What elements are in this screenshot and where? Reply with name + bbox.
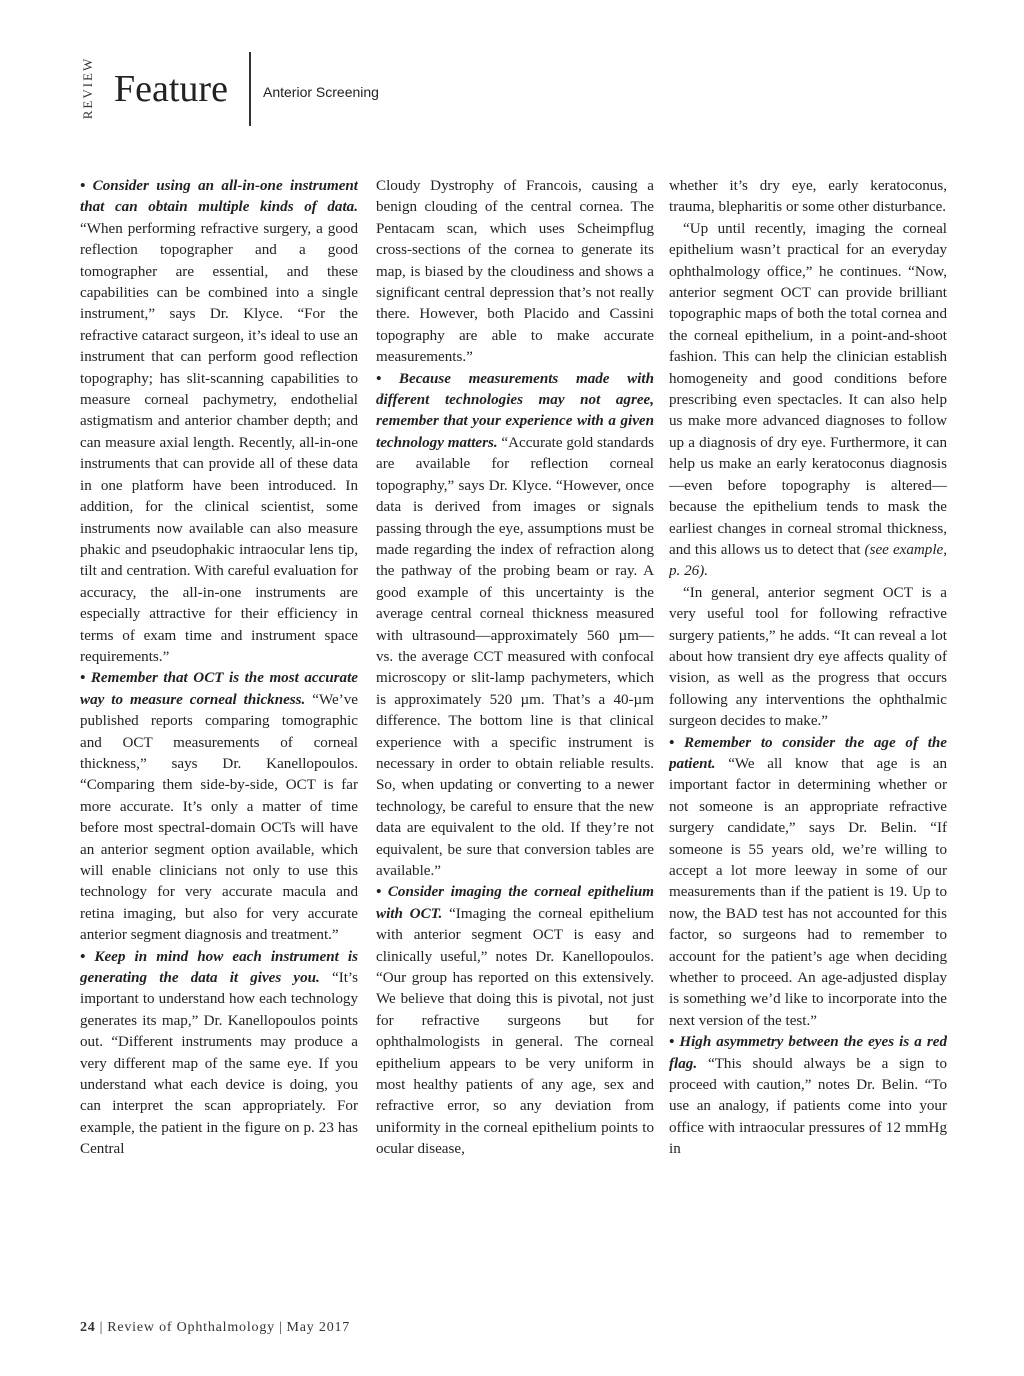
- paragraph-text: “When performing refractive surgery, a good reflection topographer and a good tomographer are essential, and these capabilities can be combined into a single instrument,” says Dr. Klyce. “For the refractive cataract surgeon, it’s ideal to use an instrument that can perform good reflection topography; has slit-scanning capabilities to measure corneal pachymetry, endothelial astigmatism and anterior chamber depth; and can measure axial length. Recently, all-in-one instruments that can provide all of these data in one platform have been introduced. In addition, for the clinical scientist, some instruments now available can also measure phakic and pseudophakic intraocular lens tip, tilt and centration. With careful evaluation for accuracy, the all-in-one instruments are especially attractive for their efficiency in terms of exam time and instrument space requirements.”: [80, 220, 358, 665]
- bullet-lead: • Remember to consider the age of the patient.: [669, 734, 947, 772]
- paragraph-text: “Up until recently, imaging the corneal epithelium wasn’t practical for an everyday ophthalmology office,” he continues. “Now, anterior segment OCT can provide brilliant topographic maps of both the total cornea and the corneal epithelium, in a point-and-shoot fashion. This can help the clinician establish homogeneity and good conditions before prescribing even spectacles. It can also help us make more advanced diagnoses to follow up a diagnosis of dry eye. Furthermore, it can help us make an early keratoconus diagnosis—even before topography is altered—because the epithelium tends to mask the earliest changes in corneal stromal thickness, and this allows us to detect that: [669, 220, 947, 558]
- paragraph-text: “Accurate gold standards are available for reflection corneal topography,” says Dr. Klyce. “However, once data is derived from images or signals passing through the eye, assumptions must be made regarding the index of refraction along the pathway of the probing beam or ray. A good example of this uncertainty is the average central corneal thickness measured with ultrasound—approximately 560 µm—vs. the average CCT measured with confocal microscopy or slit-lamp pachymeters, which is approximately 520 µm. That’s a 40-µm difference. The bottom line is that clinical experience with a specific instrument is necessary in order to obtain reliable results. So, when updating or converting to a newer technology, be careful to ensure that the new data are equivalent to the old. If they’re not equivalent, be sure that conversion tables are available.”: [376, 434, 654, 879]
- section-label: Anterior Screening: [263, 84, 379, 100]
- paragraph-text: “Imaging the corneal epithelium with anterior segment OCT is easy and clinically useful,” notes Dr. Kanellopoulos. “Our group has reported on this extensively. We believe that doing this is pivotal, not just for refractive surgeons but for ophthalmologists in general. The corneal epithelium appears to be very uniform in most healthy patients of any age, sex and refractive error, so any deviation from uniformity in the corneal epithelium points to ocular disease,: [376, 905, 654, 1158]
- bullet-lead: • Because measurements made with different technologies may not agree, remember that your experience with a given technology matters.: [376, 370, 654, 451]
- footer-separator: |: [99, 1320, 104, 1335]
- paragraph: [80, 947, 358, 1161]
- issue-date: May 2017: [286, 1320, 351, 1335]
- text-column-2: [376, 176, 654, 1291]
- paragraph: [669, 219, 947, 583]
- paragraph-text: “In general, anterior segment OCT is a very useful tool for following refractive surgery patients,” he adds. “It can reveal a lot about how transient dry eye affects quality of vision, as well as the progress that occurs following any interventions the ophthalmic surgeon decides to make.”: [669, 584, 947, 730]
- bullet-lead: • Remember that OCT is the most accurate way to measure corneal thickness.: [80, 670, 358, 708]
- bullet-lead: • Keep in mind how each instrument is generating the data it gives you.: [80, 948, 358, 987]
- paragraph-text: “It’s important to understand how each technology generates its map,” Dr. Kanellopoulos points out. “Different instruments may produce a very different map of the same eye. If you understand what each device is doing, you can interpret the scan appropriately. For example, the patient in the figure on p. 23 has Central: [80, 970, 358, 1158]
- paragraph-text: whether it’s dry eye, early keratoconus, trauma, blepharitis or some other disturbance.: [669, 178, 947, 216]
- paragraph: [669, 176, 947, 219]
- page-header: [80, 44, 500, 126]
- header-divider: [249, 52, 251, 126]
- paragraph-text: “This should always be a sign to proceed with caution,” notes Dr. Belin. “To use an analogy, if patients come into your office with intraocular pressures of 12 mmHg in: [669, 1055, 947, 1158]
- footer-separator: |: [278, 1320, 283, 1335]
- page-number: 24: [80, 1320, 96, 1335]
- paragraph: [376, 369, 654, 883]
- bullet-lead: • Consider imaging the corneal epithelium with OCT.: [376, 884, 654, 922]
- magazine-tag: REVIEW: [80, 56, 95, 120]
- page-footer: [80, 1320, 350, 1336]
- paragraph: [376, 882, 654, 1160]
- paragraph: [669, 1032, 947, 1160]
- paragraph: [80, 176, 358, 668]
- paragraph-text: Cloudy Dystrophy of Francois, causing a benign clouding of the central cornea. The Pentacam scan, which uses Scheimpflug cross-sections of the cornea to generate its map, is biased by the cloudiness and shows a significant central depression that’s not really there. However, both Placido and Cassini topography are able to make accurate measurements.”: [376, 178, 654, 366]
- paragraph: [376, 176, 654, 369]
- text-column-3: [669, 176, 947, 1291]
- paragraph: [80, 668, 358, 946]
- text-column-1: [80, 176, 358, 1291]
- magazine-tag-vertical: [78, 50, 98, 126]
- bullet-lead: • High asymmetry between the eyes is a red flag.: [669, 1034, 947, 1072]
- feature-title: Feature: [114, 68, 228, 110]
- bullet-lead: • Consider using an all-in-one instrument that can obtain multiple kinds of data.: [80, 178, 358, 216]
- publication-name: Review of Ophthalmology: [107, 1320, 275, 1335]
- paragraph-text: “We all know that age is an important factor in determining whether or not someone is an appropriate refractive surgery candidate,” says Dr. Belin. “If someone is 55 years old, we’re willing to accept a lot more leeway in some of our measurements than if the patient is 19. Up to now, the BAD test has not accounted for this factor, so surgeons had to remember to account for the patient’s age when deciding whether to proceed. An age-adjusted display is something we’d like to incorporate into the next version of the test.”: [669, 755, 947, 1029]
- paragraph: [669, 733, 947, 1033]
- paragraph-text: “We’ve published reports comparing tomographic and OCT measurements of corneal thickness,” says Dr. Kanellopoulos. “Comparing them side-by-side, OCT is far more accurate. It’s only a matter of time before most spectral-domain OCTs will have an anterior segment option available, which will enable clinicians not only to use this technology for very accurate macula and retina imaging, but also for very accurate anterior segment diagnosis and treatment.”: [80, 691, 358, 944]
- paragraph: [669, 583, 947, 733]
- figure-reference: (see example, p. 26).: [669, 541, 947, 580]
